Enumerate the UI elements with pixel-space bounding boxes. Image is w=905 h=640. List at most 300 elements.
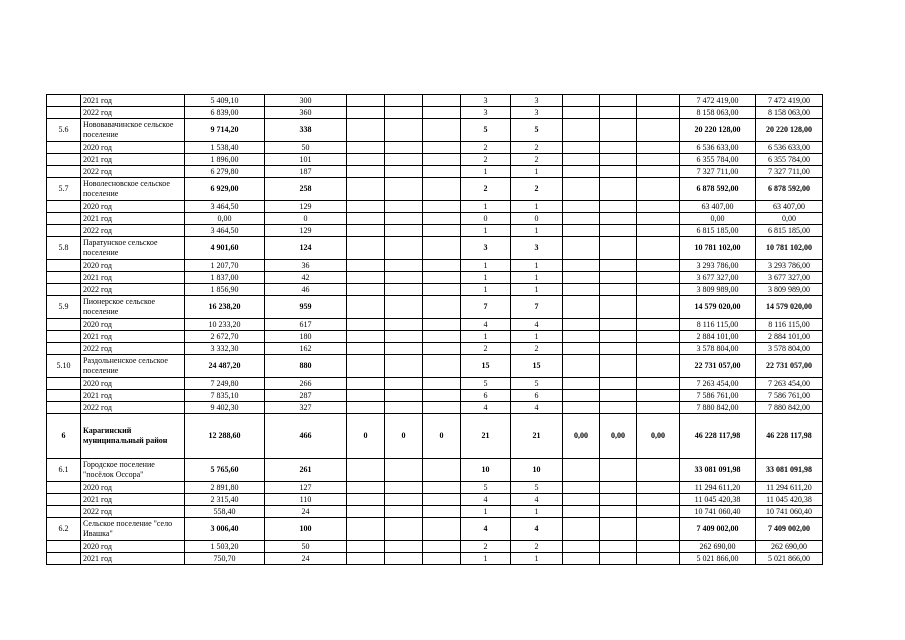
- col-5-value-cell: [423, 402, 461, 414]
- col-8-value-cell: [563, 95, 600, 107]
- houses-count-2-cell: 1: [511, 284, 563, 296]
- col-10-value-cell: [637, 459, 680, 482]
- residents-count-cell: 42: [265, 272, 347, 284]
- residents-count-cell: 129: [265, 201, 347, 213]
- col-5-value-cell: [423, 482, 461, 494]
- houses-count-cell: 3: [461, 95, 511, 107]
- col-8-value-cell: [563, 296, 600, 319]
- col-3-value-cell: [347, 506, 385, 518]
- regional-cost-cell: 10 741 060,40: [756, 506, 823, 518]
- col-5-value-cell: [423, 107, 461, 119]
- regional-cost-cell: 20 220 128,00: [756, 119, 823, 142]
- row-name-cell: 2020 год: [81, 201, 185, 213]
- houses-count-cell: 2: [461, 142, 511, 154]
- col-10-value-cell: [637, 343, 680, 355]
- total-cost-cell: 7 472 419,00: [680, 95, 756, 107]
- residents-count-cell: 0: [265, 213, 347, 225]
- regional-cost-cell: 46 228 117,98: [756, 414, 823, 459]
- total-cost-cell: 7 880 842,00: [680, 402, 756, 414]
- residents-count-cell: 24: [265, 553, 347, 565]
- regional-cost-cell: 8 158 063,00: [756, 107, 823, 119]
- table-row-year: [47, 553, 823, 565]
- col-9-value-cell: 0,00: [600, 414, 637, 459]
- col-9-value-cell: [600, 201, 637, 213]
- total-cost-cell: 3 578 804,00: [680, 343, 756, 355]
- houses-count-2-cell: 1: [511, 166, 563, 178]
- regional-cost-cell: 14 579 020,00: [756, 296, 823, 319]
- residents-count-cell: 46: [265, 284, 347, 296]
- col-4-value-cell: [385, 459, 423, 482]
- table-row-district: [47, 414, 823, 459]
- col-4-value-cell: [385, 355, 423, 378]
- row-number-cell: [47, 142, 81, 154]
- table-row-year: [47, 343, 823, 355]
- col-10-value-cell: [637, 494, 680, 506]
- col-10-value-cell: [637, 518, 680, 541]
- col-9-value-cell: [600, 119, 637, 142]
- total-cost-cell: 11 294 611,20: [680, 482, 756, 494]
- col-10-value-cell: [637, 107, 680, 119]
- houses-count-cell: 1: [461, 201, 511, 213]
- area-value-cell: 1 207,70: [185, 260, 265, 272]
- table-row-settlement: [47, 178, 823, 201]
- houses-count-cell: 10: [461, 459, 511, 482]
- houses-count-2-cell: 5: [511, 119, 563, 142]
- houses-count-cell: 7: [461, 296, 511, 319]
- houses-count-2-cell: 5: [511, 482, 563, 494]
- col-3-value-cell: [347, 95, 385, 107]
- row-name-cell: Городское поселение "посёлок Оссора": [81, 459, 185, 482]
- houses-count-2-cell: 4: [511, 319, 563, 331]
- col-3-value-cell: [347, 284, 385, 296]
- col-9-value-cell: [600, 343, 637, 355]
- col-3-value-cell: [347, 296, 385, 319]
- area-value-cell: 1 837,00: [185, 272, 265, 284]
- col-4-value-cell: [385, 225, 423, 237]
- row-name-cell: 2022 год: [81, 284, 185, 296]
- table-row-year: [47, 166, 823, 178]
- row-name-cell: 2020 год: [81, 378, 185, 390]
- total-cost-cell: 33 081 091,98: [680, 459, 756, 482]
- col-3-value-cell: [347, 319, 385, 331]
- residents-count-cell: 327: [265, 402, 347, 414]
- area-value-cell: 3 006,40: [185, 518, 265, 541]
- houses-count-cell: 1: [461, 284, 511, 296]
- total-cost-cell: 6 355 784,00: [680, 154, 756, 166]
- housing-program-table: [46, 94, 823, 565]
- row-number-cell: [47, 494, 81, 506]
- col-10-value-cell: [637, 402, 680, 414]
- col-8-value-cell: [563, 518, 600, 541]
- col-8-value-cell: [563, 378, 600, 390]
- houses-count-2-cell: 2: [511, 343, 563, 355]
- table-row-year: [47, 390, 823, 402]
- houses-count-2-cell: 3: [511, 107, 563, 119]
- houses-count-2-cell: 6: [511, 390, 563, 402]
- row-name-cell: Сельское поселение "село Ивашка": [81, 518, 185, 541]
- regional-cost-cell: 3 578 804,00: [756, 343, 823, 355]
- col-8-value-cell: [563, 154, 600, 166]
- total-cost-cell: 10 741 060,40: [680, 506, 756, 518]
- row-number-cell: [47, 201, 81, 213]
- area-value-cell: 6 839,00: [185, 107, 265, 119]
- houses-count-cell: 5: [461, 378, 511, 390]
- col-8-value-cell: [563, 166, 600, 178]
- houses-count-2-cell: 2: [511, 178, 563, 201]
- residents-count-cell: 466: [265, 414, 347, 459]
- houses-count-cell: 4: [461, 518, 511, 541]
- row-number-cell: [47, 166, 81, 178]
- houses-count-cell: 0: [461, 213, 511, 225]
- col-9-value-cell: [600, 402, 637, 414]
- col-5-value-cell: [423, 518, 461, 541]
- houses-count-cell: 5: [461, 119, 511, 142]
- col-3-value-cell: [347, 201, 385, 213]
- residents-count-cell: 300: [265, 95, 347, 107]
- regional-cost-cell: 6 355 784,00: [756, 154, 823, 166]
- col-4-value-cell: [385, 296, 423, 319]
- residents-count-cell: 880: [265, 355, 347, 378]
- col-3-value-cell: [347, 482, 385, 494]
- houses-count-cell: 2: [461, 343, 511, 355]
- col-4-value-cell: [385, 482, 423, 494]
- col-5-value-cell: [423, 541, 461, 553]
- col-4-value-cell: [385, 541, 423, 553]
- col-4-value-cell: [385, 178, 423, 201]
- row-name-cell: 2021 год: [81, 95, 185, 107]
- col-10-value-cell: [637, 553, 680, 565]
- col-5-value-cell: [423, 459, 461, 482]
- col-4-value-cell: [385, 319, 423, 331]
- row-number-cell: [47, 506, 81, 518]
- row-number-cell: [47, 260, 81, 272]
- houses-count-2-cell: 0: [511, 213, 563, 225]
- col-8-value-cell: [563, 355, 600, 378]
- col-5-value-cell: [423, 95, 461, 107]
- col-9-value-cell: [600, 107, 637, 119]
- table-row-year: [47, 494, 823, 506]
- col-4-value-cell: [385, 201, 423, 213]
- table-row-year: [47, 213, 823, 225]
- total-cost-cell: 11 045 420,38: [680, 494, 756, 506]
- table-row-settlement: [47, 355, 823, 378]
- col-9-value-cell: [600, 272, 637, 284]
- col-9-value-cell: [600, 541, 637, 553]
- total-cost-cell: 22 731 057,00: [680, 355, 756, 378]
- total-cost-cell: 0,00: [680, 213, 756, 225]
- table-row-year: [47, 154, 823, 166]
- row-name-cell: 2020 год: [81, 482, 185, 494]
- col-5-value-cell: [423, 319, 461, 331]
- row-name-cell: Карагинский муниципальный район: [81, 414, 185, 459]
- regional-cost-cell: 7 880 842,00: [756, 402, 823, 414]
- col-10-value-cell: [637, 296, 680, 319]
- table-body: [47, 95, 823, 565]
- col-9-value-cell: [600, 319, 637, 331]
- col-8-value-cell: [563, 260, 600, 272]
- residents-count-cell: 959: [265, 296, 347, 319]
- col-4-value-cell: [385, 237, 423, 260]
- residents-count-cell: 127: [265, 482, 347, 494]
- col-8-value-cell: [563, 506, 600, 518]
- houses-count-cell: 4: [461, 494, 511, 506]
- total-cost-cell: 262 690,00: [680, 541, 756, 553]
- table-row-year: [47, 260, 823, 272]
- row-number-cell: 6.1: [47, 459, 81, 482]
- row-name-cell: Нововавачинское сельское поселение: [81, 119, 185, 142]
- col-10-value-cell: [637, 201, 680, 213]
- col-3-value-cell: [347, 107, 385, 119]
- houses-count-2-cell: 1: [511, 272, 563, 284]
- col-4-value-cell: [385, 213, 423, 225]
- table-row-year: [47, 482, 823, 494]
- regional-cost-cell: 7 472 419,00: [756, 95, 823, 107]
- houses-count-cell: 21: [461, 414, 511, 459]
- area-value-cell: 6 929,00: [185, 178, 265, 201]
- row-name-cell: Раздольненское сельское поселение: [81, 355, 185, 378]
- col-8-value-cell: [563, 482, 600, 494]
- houses-count-cell: 15: [461, 355, 511, 378]
- area-value-cell: 16 238,20: [185, 296, 265, 319]
- col-3-value-cell: [347, 402, 385, 414]
- col-3-value-cell: [347, 494, 385, 506]
- col-8-value-cell: [563, 331, 600, 343]
- row-number-cell: [47, 541, 81, 553]
- col-3-value-cell: [347, 459, 385, 482]
- col-3-value-cell: [347, 213, 385, 225]
- row-number-cell: [47, 390, 81, 402]
- col-9-value-cell: [600, 494, 637, 506]
- residents-count-cell: 36: [265, 260, 347, 272]
- col-9-value-cell: [600, 459, 637, 482]
- row-number-cell: [47, 154, 81, 166]
- col-10-value-cell: [637, 506, 680, 518]
- row-name-cell: 2022 год: [81, 506, 185, 518]
- row-number-cell: [47, 213, 81, 225]
- row-number-cell: [47, 284, 81, 296]
- col-8-value-cell: [563, 142, 600, 154]
- residents-count-cell: 24: [265, 506, 347, 518]
- col-5-value-cell: [423, 272, 461, 284]
- col-9-value-cell: [600, 378, 637, 390]
- row-name-cell: 2020 год: [81, 541, 185, 553]
- houses-count-cell: 1: [461, 225, 511, 237]
- col-4-value-cell: [385, 154, 423, 166]
- col-3-value-cell: [347, 272, 385, 284]
- regional-cost-cell: 0,00: [756, 213, 823, 225]
- residents-count-cell: 50: [265, 541, 347, 553]
- table-row-settlement: [47, 296, 823, 319]
- total-cost-cell: 7 263 454,00: [680, 378, 756, 390]
- row-name-cell: 2022 год: [81, 343, 185, 355]
- residents-count-cell: 360: [265, 107, 347, 119]
- row-name-cell: 2021 год: [81, 154, 185, 166]
- col-9-value-cell: [600, 178, 637, 201]
- residents-count-cell: 187: [265, 166, 347, 178]
- col-4-value-cell: [385, 142, 423, 154]
- regional-cost-cell: 6 815 185,00: [756, 225, 823, 237]
- area-value-cell: 1 503,20: [185, 541, 265, 553]
- residents-count-cell: 129: [265, 225, 347, 237]
- row-number-cell: [47, 331, 81, 343]
- houses-count-cell: 1: [461, 166, 511, 178]
- total-cost-cell: 6 815 185,00: [680, 225, 756, 237]
- row-name-cell: 2022 год: [81, 107, 185, 119]
- row-name-cell: 2022 год: [81, 166, 185, 178]
- row-number-cell: 6.2: [47, 518, 81, 541]
- col-10-value-cell: [637, 166, 680, 178]
- table-row-settlement: [47, 119, 823, 142]
- col-3-value-cell: [347, 119, 385, 142]
- col-9-value-cell: [600, 482, 637, 494]
- col-10-value-cell: [637, 260, 680, 272]
- table-row-year: [47, 541, 823, 553]
- col-8-value-cell: [563, 343, 600, 355]
- regional-cost-cell: 11 045 420,38: [756, 494, 823, 506]
- col-8-value-cell: [563, 201, 600, 213]
- houses-count-2-cell: 4: [511, 494, 563, 506]
- col-4-value-cell: [385, 390, 423, 402]
- regional-cost-cell: 7 409 002,00: [756, 518, 823, 541]
- houses-count-2-cell: 2: [511, 142, 563, 154]
- row-name-cell: 2021 год: [81, 272, 185, 284]
- houses-count-cell: 1: [461, 272, 511, 284]
- total-cost-cell: 8 116 115,00: [680, 319, 756, 331]
- area-value-cell: 12 288,60: [185, 414, 265, 459]
- residents-count-cell: 258: [265, 178, 347, 201]
- col-5-value-cell: [423, 142, 461, 154]
- houses-count-cell: 1: [461, 260, 511, 272]
- col-4-value-cell: [385, 402, 423, 414]
- row-number-cell: [47, 95, 81, 107]
- col-4-value-cell: [385, 378, 423, 390]
- col-9-value-cell: [600, 95, 637, 107]
- col-10-value-cell: [637, 119, 680, 142]
- col-5-value-cell: 0: [423, 414, 461, 459]
- col-9-value-cell: [600, 284, 637, 296]
- col-3-value-cell: [347, 378, 385, 390]
- houses-count-2-cell: 10: [511, 459, 563, 482]
- area-value-cell: 5 765,60: [185, 459, 265, 482]
- table-row-year: [47, 319, 823, 331]
- col-10-value-cell: [637, 213, 680, 225]
- col-8-value-cell: [563, 553, 600, 565]
- col-4-value-cell: [385, 284, 423, 296]
- col-3-value-cell: [347, 237, 385, 260]
- houses-count-2-cell: 3: [511, 95, 563, 107]
- total-cost-cell: 3 677 327,00: [680, 272, 756, 284]
- col-3-value-cell: 0: [347, 414, 385, 459]
- col-8-value-cell: [563, 541, 600, 553]
- col-3-value-cell: [347, 142, 385, 154]
- houses-count-2-cell: 2: [511, 541, 563, 553]
- row-number-cell: [47, 402, 81, 414]
- houses-count-cell: 3: [461, 107, 511, 119]
- col-3-value-cell: [347, 390, 385, 402]
- regional-cost-cell: 262 690,00: [756, 541, 823, 553]
- col-5-value-cell: [423, 331, 461, 343]
- col-5-value-cell: [423, 343, 461, 355]
- houses-count-2-cell: 1: [511, 225, 563, 237]
- residents-count-cell: 287: [265, 390, 347, 402]
- col-8-value-cell: [563, 107, 600, 119]
- area-value-cell: 10 233,20: [185, 319, 265, 331]
- houses-count-2-cell: 2: [511, 154, 563, 166]
- area-value-cell: 7 249,80: [185, 378, 265, 390]
- total-cost-cell: 2 884 101,00: [680, 331, 756, 343]
- regional-cost-cell: 3 293 786,00: [756, 260, 823, 272]
- residents-count-cell: 162: [265, 343, 347, 355]
- row-name-cell: 2021 год: [81, 213, 185, 225]
- col-10-value-cell: [637, 390, 680, 402]
- col-5-value-cell: [423, 284, 461, 296]
- area-value-cell: 6 279,80: [185, 166, 265, 178]
- regional-cost-cell: 3 677 327,00: [756, 272, 823, 284]
- col-4-value-cell: [385, 518, 423, 541]
- houses-count-2-cell: 15: [511, 355, 563, 378]
- total-cost-cell: 7 586 761,00: [680, 390, 756, 402]
- col-5-value-cell: [423, 213, 461, 225]
- row-number-cell: [47, 319, 81, 331]
- residents-count-cell: 124: [265, 237, 347, 260]
- col-4-value-cell: [385, 553, 423, 565]
- regional-cost-cell: 7 327 711,00: [756, 166, 823, 178]
- houses-count-2-cell: 3: [511, 237, 563, 260]
- table-row-year: [47, 107, 823, 119]
- col-10-value-cell: [637, 237, 680, 260]
- houses-count-2-cell: 7: [511, 296, 563, 319]
- col-10-value-cell: [637, 142, 680, 154]
- col-3-value-cell: [347, 518, 385, 541]
- col-4-value-cell: 0: [385, 414, 423, 459]
- houses-count-cell: 5: [461, 482, 511, 494]
- row-name-cell: 2021 год: [81, 494, 185, 506]
- col-3-value-cell: [347, 178, 385, 201]
- col-8-value-cell: [563, 402, 600, 414]
- col-10-value-cell: [637, 541, 680, 553]
- col-5-value-cell: [423, 494, 461, 506]
- col-5-value-cell: [423, 166, 461, 178]
- houses-count-2-cell: 1: [511, 553, 563, 565]
- houses-count-2-cell: 1: [511, 201, 563, 213]
- table-row-year: [47, 201, 823, 213]
- col-10-value-cell: [637, 331, 680, 343]
- regional-cost-cell: 8 116 115,00: [756, 319, 823, 331]
- regional-cost-cell: 3 809 989,00: [756, 284, 823, 296]
- area-value-cell: 3 464,50: [185, 225, 265, 237]
- row-number-cell: [47, 482, 81, 494]
- residents-count-cell: 100: [265, 518, 347, 541]
- col-4-value-cell: [385, 506, 423, 518]
- row-number-cell: 5.9: [47, 296, 81, 319]
- area-value-cell: 3 464,50: [185, 201, 265, 213]
- col-8-value-cell: [563, 284, 600, 296]
- row-name-cell: 2022 год: [81, 225, 185, 237]
- col-10-value-cell: [637, 154, 680, 166]
- col-9-value-cell: [600, 331, 637, 343]
- col-3-value-cell: [347, 331, 385, 343]
- col-4-value-cell: [385, 119, 423, 142]
- table-row-year: [47, 272, 823, 284]
- houses-count-2-cell: 1: [511, 506, 563, 518]
- col-9-value-cell: [600, 166, 637, 178]
- col-4-value-cell: [385, 343, 423, 355]
- col-9-value-cell: [600, 260, 637, 272]
- col-9-value-cell: [600, 213, 637, 225]
- area-value-cell: 7 835,10: [185, 390, 265, 402]
- col-9-value-cell: [600, 518, 637, 541]
- row-number-cell: 5.7: [47, 178, 81, 201]
